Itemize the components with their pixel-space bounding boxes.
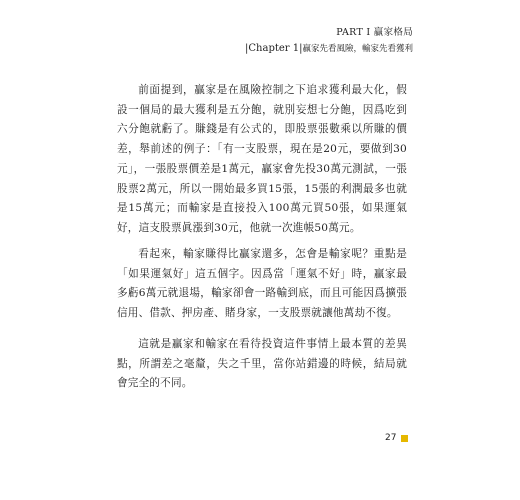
page-number: 27 — [385, 433, 397, 443]
paragraph: 看起來，輸家賺得比贏家還多，怎會是輸家呢？重點是「如果運氣好」這五個字。因爲當「運氣不好」時，贏家最多虧6萬元就退場，輸家卻會一路輸到底，而且可能因爲擴張信用、借款、押房產、賭身家，一支股票就讓他萬劫不復。 — [117, 248, 407, 320]
part-label: PART Ⅰ 贏家格局 — [336, 27, 413, 38]
running-header — [245, 26, 413, 56]
page-marker-square — [401, 435, 408, 442]
paragraph: 前面提到，贏家是在風險控制之下追求獲利最大化，假設一個局的最大獲利是五分飽，就別妄想七分飽，因爲吃到六分飽就虧了。賺錢是有公式的，即股票張數乘以所賺的價差，舉前述的例子：「有一支股票，現在是20元，要做到30元」，一張股票價差是1萬元，贏家會先投30萬元測試，一張股票2萬元，所以一開始最多買15張，15張的利潤最多也就是15萬元；而輸家是直接投入100萬元買50張，如果運氣好，這支股票眞漲到30元，他就一次進帳50萬元。 — [117, 84, 407, 234]
chapter-subtitle: 贏家先看風險，輸家先看獲利 — [302, 44, 413, 54]
chapter-line — [245, 42, 413, 56]
chapter-label: |Chapter 1| — [245, 43, 303, 54]
paragraph: 這就是贏家和輸家在看待投資這件事情上最本質的差異點，所謂差之毫釐，失之千里，當你站錯邊的時候，結局就會完全的不同。 — [117, 338, 407, 390]
